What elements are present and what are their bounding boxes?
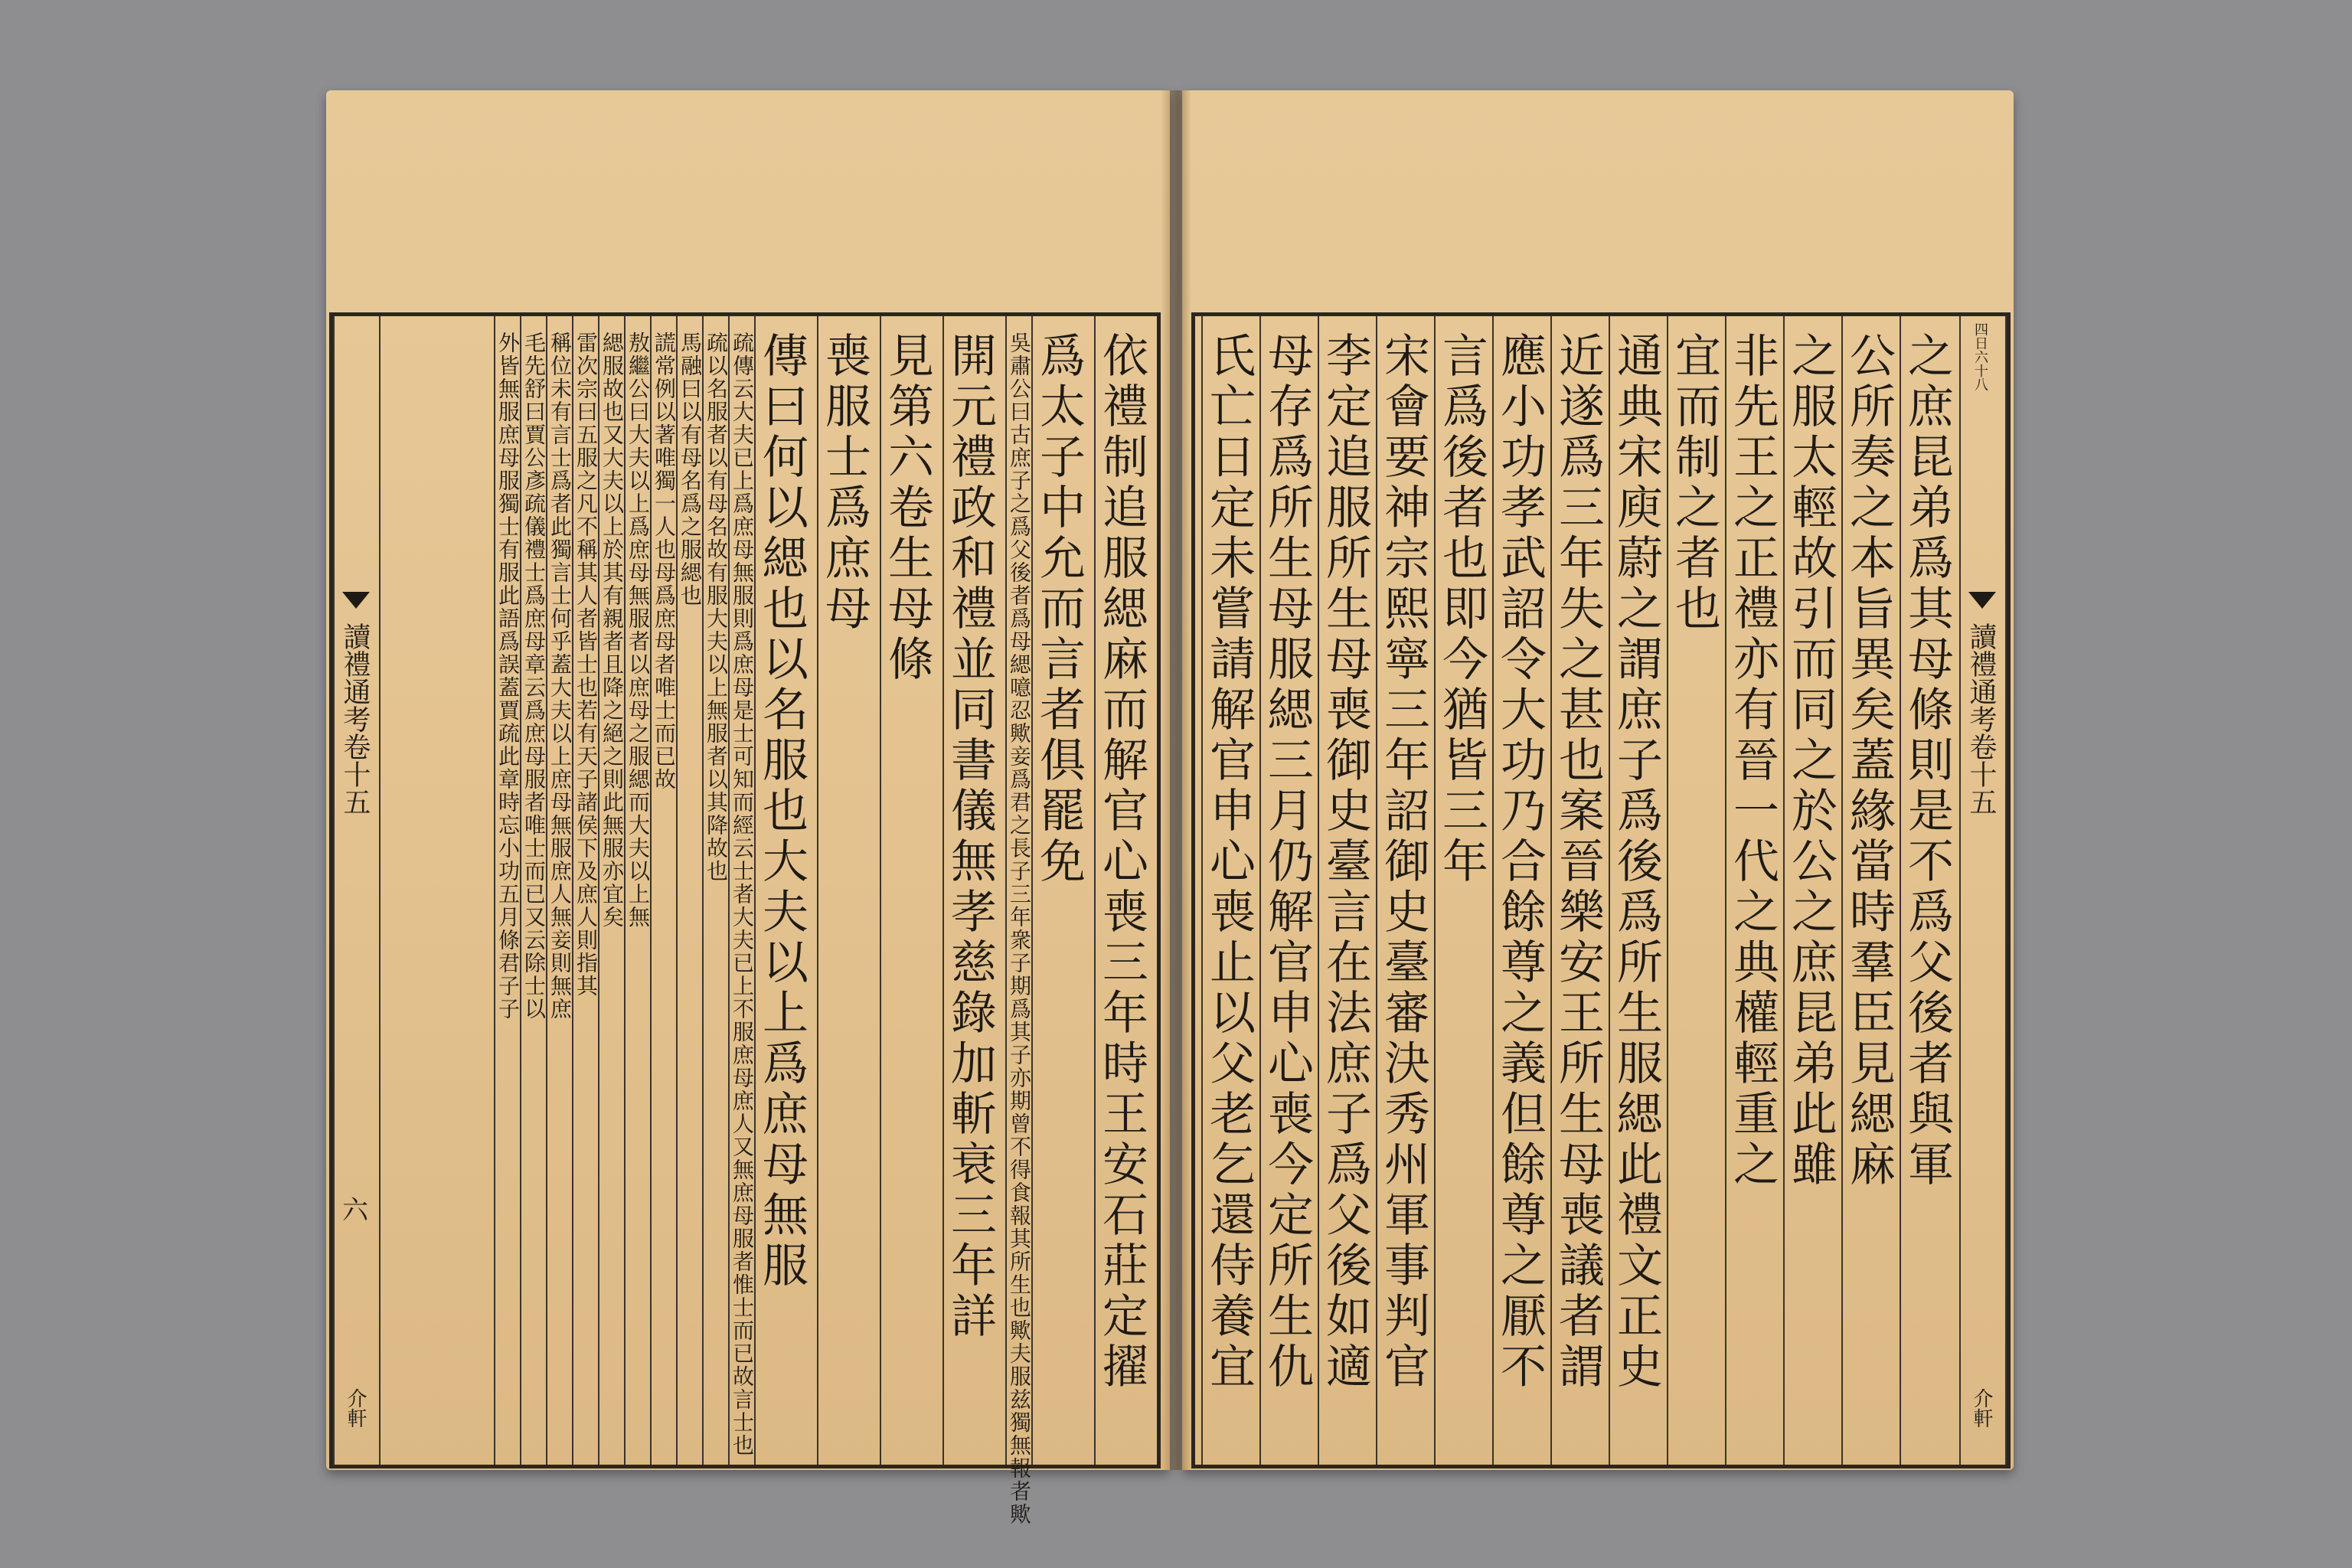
- column-text: 謊常例以著唯獨一人也母爲庶母者唯士而已故: [652, 332, 677, 791]
- top-mark: 四日六十八: [1972, 322, 1988, 391]
- column-text: 傳曰何以緦也以名服也大夫以上爲庶母無服: [755, 332, 808, 1292]
- column-text: 宋會要神宗熙寧三年詔御史臺審決秀州軍事判官: [1377, 332, 1430, 1393]
- text-column: [817, 316, 880, 1465]
- bottom-mark: 介軒: [1970, 1388, 1993, 1428]
- fold-title: 讀禮通考卷十五: [339, 622, 371, 815]
- text-column: [1725, 316, 1783, 1465]
- column-text: 之庶昆弟爲其母條則是不爲父後者與軍: [1900, 332, 1954, 1191]
- fishtail-mark: [342, 592, 370, 609]
- column-text: 緦服故也又大夫以上於其有親者且降之絕之則此無服亦宜矣: [599, 332, 625, 929]
- text-column: [494, 316, 520, 1465]
- column-text: 雷次宗曰五服之凡不稱其人者皆士也若有天子諸侯下及庶人則指其: [573, 332, 599, 998]
- column-text: 非先王之正禮亦有晉一代之典權輕重之: [1726, 332, 1779, 1191]
- text-column: [1550, 316, 1609, 1465]
- text-column: [1783, 316, 1841, 1465]
- right-text-frame: [1191, 312, 2011, 1468]
- left-page: [326, 90, 1170, 1526]
- column-text: 母存爲所生母服緦三月仍解官申心喪今定所生仇: [1260, 332, 1314, 1393]
- column-text: 宜而制之者也: [1668, 332, 1721, 635]
- fold-strip: [1959, 316, 2007, 1465]
- text-column: [520, 316, 546, 1465]
- text-column: [676, 316, 702, 1465]
- column-text: 公所奏之本旨異矣蓋緣當時羣臣見緦麻: [1842, 332, 1896, 1191]
- open-book: [326, 90, 2014, 1526]
- text-column: [1434, 316, 1492, 1465]
- text-column: [1201, 316, 1259, 1465]
- column-text: 疏以名服者以有母名故有服大夫以上無服者以其降故也: [704, 332, 729, 883]
- column-text: 言爲後者也即今猶皆三年: [1435, 332, 1488, 887]
- text-column: [880, 316, 942, 1465]
- column-text: 馬融曰以有母名爲之服緦也: [678, 332, 703, 607]
- column-text: 毛先舒曰賈公彥疏儀禮士爲庶母章云爲庶母服者唯士而已又云除士以: [521, 332, 547, 1021]
- text-column: [1318, 316, 1376, 1465]
- text-column: [1376, 316, 1434, 1465]
- column-text: 喪服士爲庶母: [818, 332, 871, 635]
- column-text: 外皆無服庶母服獨士有服此語爲誤蓋賈疏此章時忘小功五月條君子子: [495, 332, 521, 1021]
- column-text: 通典宋庾蔚之謂庶子爲後爲所生服緦此禮文正史: [1609, 332, 1663, 1393]
- right-page: [1182, 90, 2014, 1470]
- fold-strip: [333, 316, 381, 1465]
- column-text: 依禮制追服緦麻而解官心喪三年時王安石莊定擢: [1095, 332, 1148, 1393]
- text-column: [546, 316, 572, 1465]
- column-text: 氏亡日定未嘗請解官申心喪止以父老乞還侍養宜: [1202, 332, 1256, 1393]
- text-column: [650, 316, 676, 1465]
- text-column: [942, 316, 1005, 1465]
- column-text: 吳肅公曰古庶子之爲父後者爲母緦噫忍歟妾爲君之長子三年衆子期爲其子亦期曾不得食報其所生也歟夫服兹獨無報者歟: [1007, 332, 1032, 1526]
- text-column: [728, 316, 754, 1465]
- column-text: 之服太輕故引而同之於公之庶昆弟此雖: [1784, 332, 1838, 1191]
- left-text-frame: [329, 312, 1161, 1526]
- column-text: 近遂爲三年失之甚也案晉樂安王所生母喪議者謂: [1551, 332, 1605, 1393]
- bottom-mark: 介軒: [344, 1388, 367, 1428]
- text-column: [1259, 316, 1318, 1465]
- text-column: [1005, 316, 1032, 1526]
- text-column: [1900, 316, 1958, 1465]
- text-column: [702, 316, 728, 1465]
- column-text: 見第六卷生母條: [880, 332, 934, 685]
- text-column: [1667, 316, 1725, 1465]
- text-column: [1094, 316, 1157, 1465]
- column-text: 開元禮政和禮並同書儀無孝慈錄加斬衰三年詳: [943, 332, 997, 1342]
- column-text: 稱位未有言士爲者此獨言士何乎蓋大夫以上庶母無服庶人無妾則無庶: [547, 332, 573, 1021]
- book-spine: [1161, 90, 1191, 1470]
- text-column: [598, 316, 624, 1465]
- text-column: [1841, 316, 1900, 1465]
- text-column: [754, 316, 817, 1465]
- column-text: 爲太子中允而言者俱罷免: [1032, 332, 1086, 887]
- column-text: 李定追服所生母喪御史臺言在法庶子爲父後如適: [1318, 332, 1372, 1393]
- page-number: 六: [342, 1195, 368, 1226]
- fold-title: 讀禮通考卷十五: [1965, 622, 1997, 815]
- text-column: [572, 316, 598, 1465]
- text-column: [1492, 316, 1550, 1465]
- text-column: [1031, 316, 1094, 1465]
- fishtail-mark: [1968, 592, 1996, 609]
- column-text: 疏傳云大夫已上爲庶母無服則爲庶母是士可知而經云士者大夫已上不服庶母庶人又無庶母服者惟士而已故言士也: [730, 332, 755, 1457]
- text-column: [1609, 316, 1667, 1465]
- text-column: [624, 316, 650, 1465]
- column-text: 敖繼公曰大夫以上爲庶母無服者以庶母之服緦而大夫以上無: [626, 332, 651, 929]
- column-text: 應小功孝武詔令大功乃合餘尊之義但餘尊之厭不: [1493, 332, 1547, 1393]
